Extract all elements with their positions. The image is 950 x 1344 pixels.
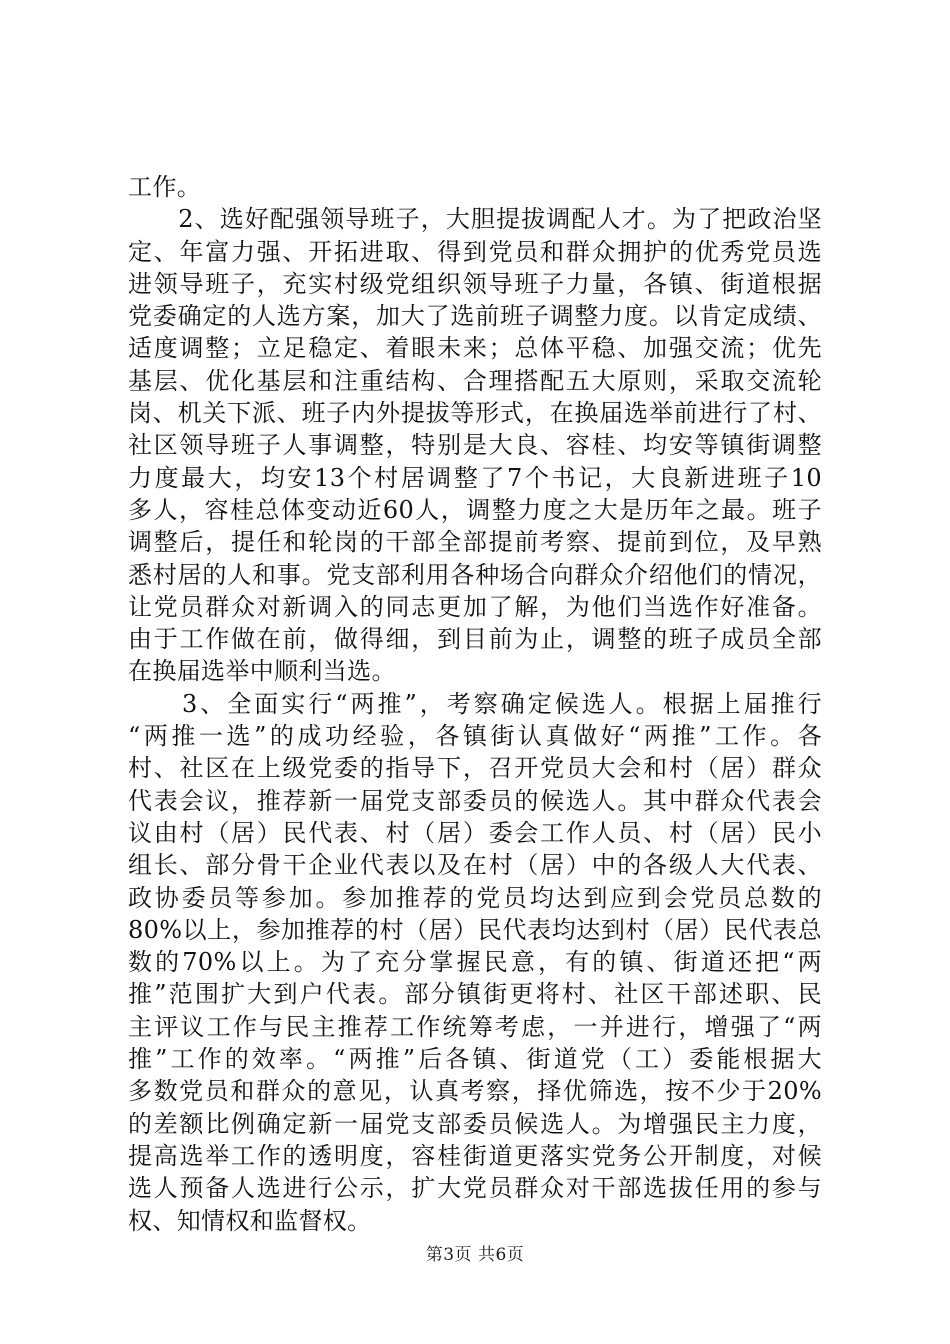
text-line: 在换届选举中顺利当选。: [128, 657, 396, 686]
text-line: 社区领导班子人事调整，特别是大良、容桂、均安等镇街调整: [128, 431, 822, 460]
text-line: 多人，容桂总体变动近60人，调整力度之大是历年之最。班子: [128, 495, 822, 524]
page-number-footer: 第3页 共6页: [425, 1245, 525, 1265]
text-line: 由于工作做在前，做得细，到目前为止，调整的班子成员全部: [128, 625, 822, 654]
text-line: 多数党员和群众的意见，认真考察，择优筛选，按不少于20%: [128, 1077, 822, 1106]
text-line: 进领导班子，充实村级党组织领导班子力量，各镇、街道根据: [128, 269, 822, 298]
text-line: 政协委员等参加。参加推荐的党员均达到应到会党员总数的: [128, 883, 822, 912]
text-line: 定、年富力强、开拓进取、得到党员和群众拥护的优秀党员选: [128, 237, 822, 266]
text-line: 让党员群众对新调入的同志更加了解，为他们当选作好准备。: [128, 592, 822, 621]
text-line: 数的70%以上。为了充分掌握民意，有的镇、街道还把“两: [128, 948, 822, 977]
text-line: 基层、优化基层和注重结构、合理搭配五大原则，采取交流轮: [128, 366, 822, 395]
text-line: 议由村（居）民代表、村（居）委会工作人员、村（居）民小: [128, 818, 822, 847]
body-text: [128, 171, 822, 1237]
text-line: 代表会议，推荐新一届党支部委员的候选人。其中群众代表会: [128, 786, 822, 815]
text-line: 80%以上，参加推荐的村（居）民代表均达到村（居）民代表总: [128, 915, 822, 944]
text-line: 的差额比例确定新一届党支部委员候选人。为增强民主力度，: [128, 1109, 822, 1138]
text-line: 推”范围扩大到户代表。部分镇街更将村、社区干部述职、民: [128, 980, 822, 1009]
text-line: 提高选举工作的透明度，容桂街道更落实党务公开制度，对候: [128, 1141, 822, 1170]
text-line: 调整后，提任和轮岗的干部全部提前考察、提前到位，及早熟: [128, 528, 822, 557]
text-line: 悉村居的人和事。党支部利用各种场合向群众介绍他们的情况，: [128, 560, 822, 589]
text-line: 2、选好配强领导班子，大胆提拔调配人才。为了把政治坚: [128, 205, 822, 234]
text-line: 组长、部分骨干企业代表以及在村（居）中的各级人大代表、: [128, 851, 822, 880]
text-line: 主评议工作与民主推荐工作统筹考虑，一并进行，增强了“两: [128, 1012, 822, 1041]
text-line: 岗、机关下派、班子内外提拔等形式，在换届选举前进行了村、: [128, 399, 822, 428]
text-line: 适度调整；立足稳定、着眼未来；总体平稳、加强交流；优先: [128, 334, 822, 363]
text-line: 推”工作的效率。“两推”后各镇、街道党（工）委能根据大: [128, 1045, 822, 1074]
text-line: 力度最大，均安13个村居调整了7个书记，大良新进班子10: [128, 463, 822, 492]
text-line: 工作。: [128, 173, 202, 201]
text-line: “两推一选”的成功经验，各镇街认真做好“两推”工作。各: [128, 722, 822, 751]
text-line: 3、全面实行“两推”，考察确定候选人。根据上届推行: [128, 689, 822, 718]
text-line: 权、知情权和监督权。: [128, 1206, 372, 1235]
text-line: 村、社区在上级党委的指导下，召开党员大会和村（居）群众: [128, 754, 822, 783]
text-line: 选人预备人选进行公示，扩大党员群众对干部选拔任用的参与: [128, 1174, 822, 1203]
text-line: 党委确定的人选方案，加大了选前班子调整力度。以肯定成绩、: [128, 302, 822, 331]
